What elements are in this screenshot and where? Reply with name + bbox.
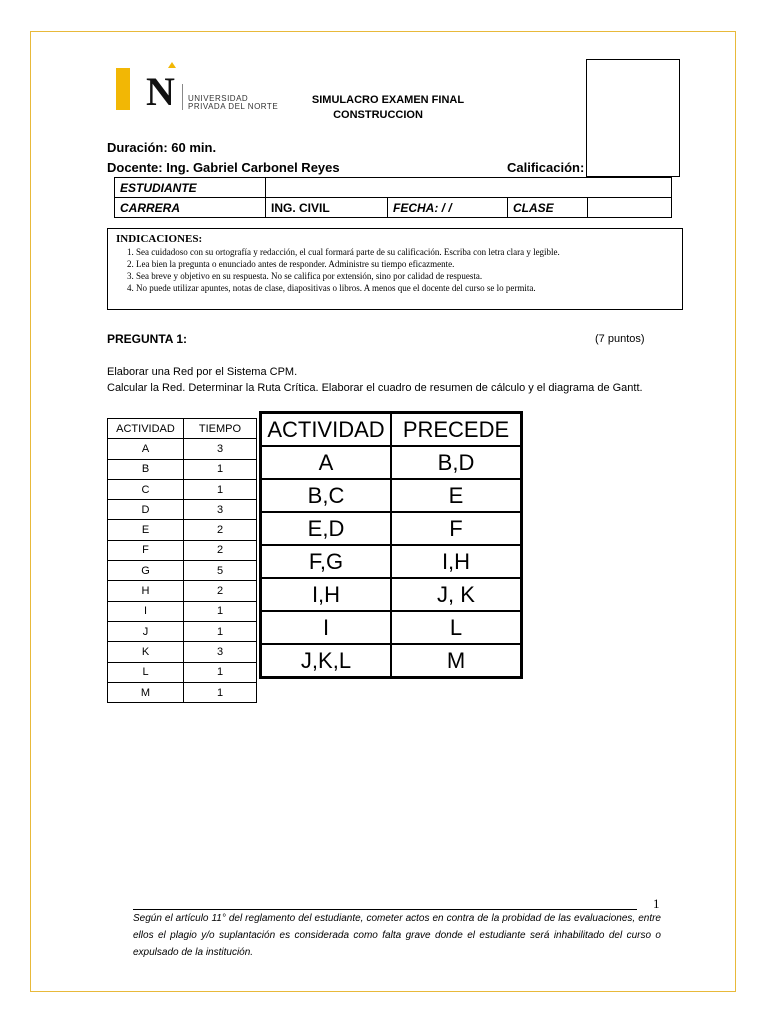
time-cell: 2 (184, 540, 257, 560)
activity-cell: C (108, 479, 184, 499)
time-cell: 2 (184, 520, 257, 540)
table-row (108, 621, 257, 641)
footer-text: Según el artículo 11° del reglamento del estudiante, cometer actos en contra de la probidad de las evaluaciones, entre ellos el plagio y/o suplantación es considerada como falta grave donde el estudiante será inhabilitado del curso o expulsado de la institución. (133, 913, 661, 958)
table-row (108, 500, 257, 520)
table-row (261, 644, 522, 678)
instructions-box (107, 228, 683, 310)
activity-cell: D (108, 500, 184, 520)
logo-separator (182, 84, 183, 110)
activity-cell: G (108, 561, 184, 581)
activity-cell: I (261, 611, 392, 644)
teacher: Docente: Ing. Gabriel Carbonel Reyes (107, 160, 340, 175)
activity-cell: E (108, 520, 184, 540)
time-cell: 5 (184, 561, 257, 581)
activity-cell: J (108, 621, 184, 641)
table-row (261, 446, 522, 479)
table-row (108, 561, 257, 581)
date-field[interactable]: FECHA: / / (388, 198, 508, 218)
list-item: 3. Sea breve y objetivo en su respuesta. No se califica por extensión, sino por calidad de respuesta. (136, 270, 674, 282)
instructions-heading: INDICACIONES: (116, 233, 203, 245)
logo-accent-icon (168, 62, 176, 68)
duration: Duración: 60 min. (107, 140, 217, 155)
table-row (108, 520, 257, 540)
table-row (115, 198, 672, 218)
table-row (261, 479, 522, 512)
table-header-row (108, 419, 257, 439)
precede-cell: M (391, 644, 522, 678)
table-row (261, 545, 522, 578)
time-cell: 1 (184, 662, 257, 682)
list-item: 1. Sea cuidadoso con su ortografía y redacción, el cual formará parte de su calificación. Escriba con letra clara y legible. (136, 246, 674, 258)
table-row (108, 642, 257, 662)
time-cell: 1 (184, 479, 257, 499)
activity-cell: K (108, 642, 184, 662)
question-points: (7 puntos) (595, 333, 645, 345)
time-cell: 2 (184, 581, 257, 601)
career-label: CARRERA (115, 198, 266, 218)
precede-cell: J, K (391, 578, 522, 611)
time-cell: 1 (184, 601, 257, 621)
time-cell: 1 (184, 682, 257, 702)
activity-cell: B,C (261, 479, 392, 512)
table-row (108, 682, 257, 702)
logo-line2: PRIVADA DEL NORTE (188, 102, 279, 111)
column-header: PRECEDE (391, 413, 522, 447)
time-cell: 1 (184, 621, 257, 641)
activity-cell: L (108, 662, 184, 682)
list-item: 2. Lea bien la pregunta o enunciado antes de responder. Administre su tiempo eficazmente. (136, 258, 674, 270)
instructions-list (116, 246, 674, 294)
precede-table (259, 411, 523, 679)
student-label: ESTUDIANTE (115, 178, 266, 198)
activity-cell: H (108, 581, 184, 601)
table-row (108, 662, 257, 682)
table-row (108, 540, 257, 560)
precede-cell: L (391, 611, 522, 644)
table-header-row (261, 413, 522, 447)
table-row (108, 439, 257, 459)
exam-title: SIMULACRO EXAMEN FINAL (311, 94, 465, 106)
activity-cell: E,D (261, 512, 392, 545)
table-row (261, 512, 522, 545)
logo-bar (116, 68, 130, 110)
grade-label: Calificación: (507, 160, 585, 175)
table-row (261, 611, 522, 644)
table-row (115, 178, 672, 198)
activity-cell: I (108, 601, 184, 621)
question-line1: Elaborar una Red por el Sistema CPM. (107, 366, 298, 378)
table-row (108, 479, 257, 499)
column-header: ACTIVIDAD (108, 419, 184, 439)
column-header: ACTIVIDAD (261, 413, 392, 447)
activity-cell: A (108, 439, 184, 459)
precede-cell: I,H (391, 545, 522, 578)
activity-cell: B (108, 459, 184, 479)
logo-mark: N (146, 69, 175, 114)
logo-text (188, 95, 278, 111)
time-cell: 3 (184, 500, 257, 520)
student-table (114, 177, 672, 218)
exam-subtitle: CONSTRUCCION (333, 109, 423, 121)
precede-cell: E (391, 479, 522, 512)
grade-box[interactable] (586, 59, 680, 177)
list-item: 4. No puede utilizar apuntes, notas de clase, diapositivas o libros. A menos que el docente del curso se lo permita. (136, 282, 674, 294)
activity-cell: A (261, 446, 392, 479)
activity-cell: I,H (261, 578, 392, 611)
activity-cell: F,G (261, 545, 392, 578)
activity-cell: F (108, 540, 184, 560)
class-label: CLASE (508, 198, 588, 218)
student-field[interactable] (266, 178, 672, 198)
precede-cell: B,D (391, 446, 522, 479)
career-value: ING. CIVIL (266, 198, 388, 218)
class-field[interactable] (588, 198, 672, 218)
table-row (108, 581, 257, 601)
time-table (107, 418, 257, 703)
time-cell: 3 (184, 642, 257, 662)
column-header: TIEMPO (184, 419, 257, 439)
precede-cell: F (391, 512, 522, 545)
activity-cell: M (108, 682, 184, 702)
table-row (108, 601, 257, 621)
time-cell: 3 (184, 439, 257, 459)
table-row (261, 578, 522, 611)
logo-line1: UNIVERSIDAD (188, 94, 249, 103)
page-number: 1 (653, 896, 660, 911)
question-title: PREGUNTA 1: (107, 332, 188, 346)
question-line2: Calcular la Red. Determinar la Ruta Crítica. Elaborar el cuadro de resumen de cálculo y el diagrama de Gantt. (107, 382, 643, 394)
table-row (108, 459, 257, 479)
activity-cell: J,K,L (261, 644, 392, 678)
time-cell: 1 (184, 459, 257, 479)
